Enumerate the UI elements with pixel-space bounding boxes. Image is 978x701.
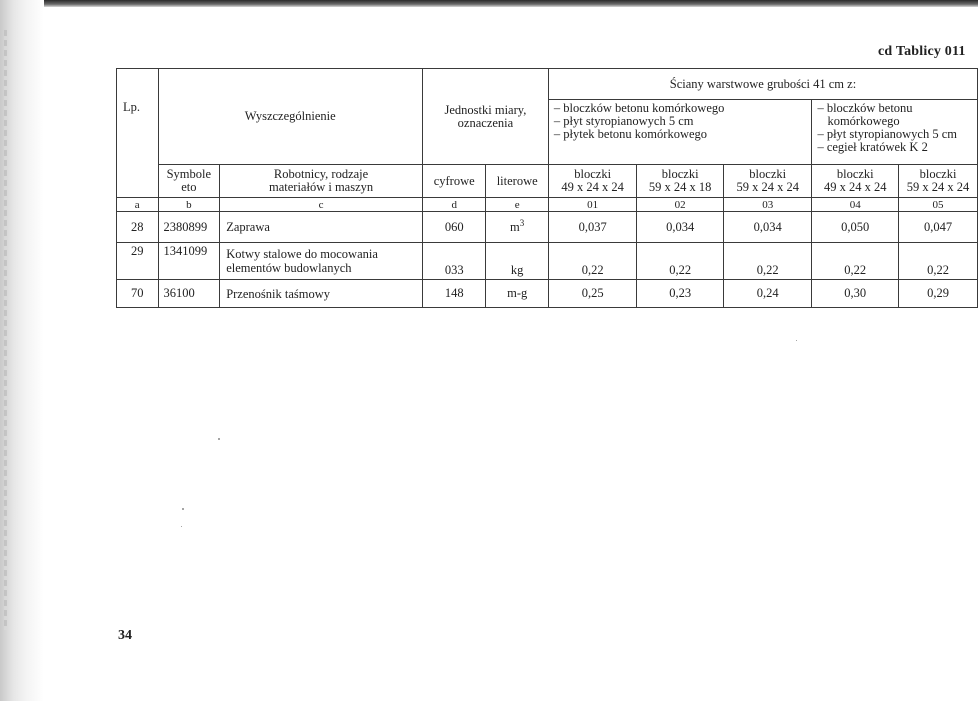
jednostki-line-2: oznaczenia bbox=[457, 115, 514, 130]
norms-table bbox=[116, 68, 978, 308]
group-1-header bbox=[548, 100, 812, 165]
page-top-shadow bbox=[0, 0, 978, 7]
row-description bbox=[220, 243, 423, 280]
bloczki-dims: 59 x 24 x 18 bbox=[648, 180, 712, 194]
cyfrowe-header: cyfrowe bbox=[422, 165, 485, 198]
table-row bbox=[117, 243, 978, 280]
col-letter: d bbox=[422, 198, 485, 212]
bloczki-label: bloczki bbox=[836, 167, 874, 181]
row-cyfrowe: 060 bbox=[422, 212, 485, 243]
robotnicy-header bbox=[220, 165, 423, 198]
paper-speck bbox=[796, 340, 797, 341]
row-description-line: Przenośnik taśmowy bbox=[226, 286, 330, 301]
row-lp: 29 bbox=[117, 243, 159, 280]
bloczki-header-04 bbox=[812, 165, 899, 198]
robotnicy-line-1: Robotnicy, rodzaje bbox=[273, 167, 369, 181]
row-description bbox=[220, 212, 423, 243]
group-1-line: – płytek betonu komórkowego bbox=[553, 127, 708, 141]
bloczki-dims: 59 x 24 x 24 bbox=[906, 180, 970, 194]
paper-speck bbox=[218, 438, 220, 440]
row-value: 0,034 bbox=[637, 212, 724, 243]
symbole-line-1: Symbole bbox=[166, 167, 212, 181]
bloczki-dims: 49 x 24 x 24 bbox=[561, 180, 624, 194]
row-symbol: 2380899 bbox=[158, 212, 220, 243]
bloczki-label: bloczki bbox=[749, 167, 787, 181]
row-symbol: 1341099 bbox=[158, 243, 220, 280]
row-value: 0,037 bbox=[548, 212, 636, 243]
row-lp: 28 bbox=[117, 212, 159, 243]
row-value: 0,050 bbox=[812, 212, 899, 243]
col-letter: 02 bbox=[637, 198, 724, 212]
unit-text: m bbox=[510, 219, 520, 234]
page-number: 34 bbox=[118, 628, 132, 643]
row-literowe bbox=[486, 243, 549, 280]
row-value: 0,22 bbox=[548, 243, 636, 280]
table-continuation-caption: cd Tablicy 011 bbox=[878, 44, 966, 59]
row-symbol: 36100 bbox=[158, 280, 220, 308]
row-value: 0,22 bbox=[899, 243, 978, 280]
col-letter: a bbox=[117, 198, 159, 212]
bloczki-label: bloczki bbox=[574, 167, 612, 181]
jednostki-header bbox=[422, 69, 548, 165]
col-letter: 05 bbox=[899, 198, 978, 212]
row-cyfrowe: 148 bbox=[422, 280, 485, 308]
literowe-header: literowe bbox=[486, 165, 549, 198]
row-value: 0,24 bbox=[723, 280, 811, 308]
symbole-line-2: eto bbox=[181, 180, 197, 194]
unit-text: kg bbox=[510, 263, 524, 277]
bloczki-header-01 bbox=[548, 165, 636, 198]
table-row bbox=[117, 280, 978, 308]
row-value: 0,25 bbox=[548, 280, 636, 308]
row-value: 0,22 bbox=[723, 243, 811, 280]
jednostki-line-1: Jednostki miary, bbox=[444, 102, 527, 117]
unit-text: m-g bbox=[507, 286, 528, 300]
row-cyfrowe: 033 bbox=[422, 243, 485, 280]
col-letter: c bbox=[220, 198, 423, 212]
col-letter: 03 bbox=[723, 198, 811, 212]
row-value: 0,23 bbox=[637, 280, 724, 308]
group-2-header bbox=[812, 100, 978, 165]
book-binding-edge bbox=[0, 0, 44, 701]
group-1-line: – bloczków betonu komórkowego bbox=[553, 101, 725, 115]
bloczki-header-05 bbox=[899, 165, 978, 198]
row-literowe bbox=[486, 212, 549, 243]
group-2-line: – cegieł kratówek K 2 bbox=[817, 140, 928, 154]
robotnicy-line-2: materiałów i maszyn bbox=[269, 180, 374, 194]
bloczki-header-03 bbox=[723, 165, 811, 198]
row-value: 0,034 bbox=[723, 212, 811, 243]
sciany-header: Ściany warstwowe grubości 41 cm z: bbox=[548, 69, 977, 100]
bloczki-label: bloczki bbox=[661, 167, 699, 181]
column-letters-row bbox=[117, 198, 978, 212]
row-description-line: elementów budowlanych bbox=[226, 261, 352, 275]
bloczki-header-02 bbox=[637, 165, 724, 198]
wyszczegolnienie-header: Wyszczególnienie bbox=[158, 69, 422, 165]
row-value: 0,22 bbox=[637, 243, 724, 280]
row-lp: 70 bbox=[117, 280, 159, 308]
row-value: 0,29 bbox=[899, 280, 978, 308]
row-value: 0,22 bbox=[812, 243, 899, 280]
row-value: 0,30 bbox=[812, 280, 899, 308]
row-description bbox=[220, 280, 423, 308]
paper-speck bbox=[181, 526, 182, 527]
col-letter: e bbox=[486, 198, 549, 212]
bloczki-dims: 59 x 24 x 24 bbox=[736, 180, 799, 194]
group-2-line: komórkowego bbox=[827, 114, 900, 128]
table-row bbox=[117, 212, 978, 243]
row-description-line: Zaprawa bbox=[226, 220, 270, 234]
row-literowe bbox=[486, 280, 549, 308]
group-2-line: – płyt styropianowych 5 cm bbox=[817, 127, 958, 141]
symbole-header bbox=[158, 165, 220, 198]
bloczki-label: bloczki bbox=[919, 167, 957, 181]
lp-header: Lp. bbox=[117, 69, 159, 198]
col-letter: 04 bbox=[812, 198, 899, 212]
unit-exponent: 3 bbox=[519, 217, 525, 228]
row-value: 0,047 bbox=[899, 212, 978, 243]
group-1-line: – płyt styropianowych 5 cm bbox=[553, 114, 694, 128]
group-2-line: – bloczków betonu bbox=[817, 101, 913, 115]
col-letter: b bbox=[158, 198, 220, 212]
bloczki-dims: 49 x 24 x 24 bbox=[823, 180, 887, 194]
row-description-line: Kotwy stalowe do mocowania bbox=[226, 247, 378, 261]
paper-speck bbox=[182, 508, 184, 510]
col-letter: 01 bbox=[548, 198, 636, 212]
